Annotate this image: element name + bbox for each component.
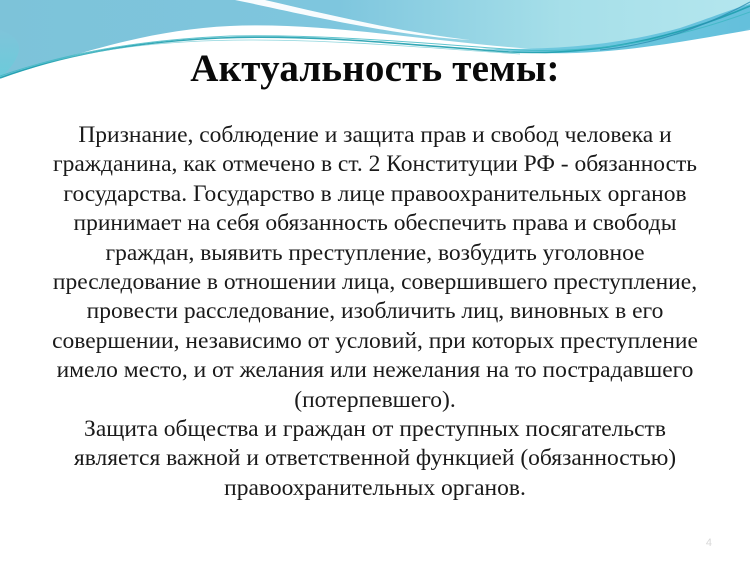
body-line: имело место, и от желания или нежелания на то пострадавшего — [56, 357, 694, 384]
slide-title: Актуальность темы: — [190, 47, 560, 90]
slide-body-text — [20, 121, 730, 503]
body-line: является важной и ответственной функцией (обязанностью) — [73, 445, 677, 472]
body-line: гражданина, как отмечено в ст. 2 Конституции РФ - обязанность — [52, 151, 698, 178]
body-line: Защита общества и граждан от преступных посягательств — [84, 416, 666, 443]
body-line: государства. Государство в лице правоохранительных органов — [63, 180, 687, 207]
body-line: принимает на себя обязанность обеспечить права и свободы — [73, 210, 677, 237]
body-line: (потерпевшего). — [294, 386, 456, 413]
page-number: 4 — [705, 537, 712, 549]
body-line: совершении, независимо от условий, при которых преступление — [52, 327, 698, 354]
body-line: граждан, выявить преступление, возбудить уголовное — [105, 239, 645, 266]
body-line: Признание, соблюдение и защита прав и свобод человека и — [78, 122, 672, 148]
body-line: провести расследование, изобличить лиц, виновных в его — [86, 298, 664, 325]
body-line: правоохранительных органов. — [224, 474, 526, 501]
body-line: преследование в отношении лица, совершившего преступление, — [52, 269, 698, 296]
